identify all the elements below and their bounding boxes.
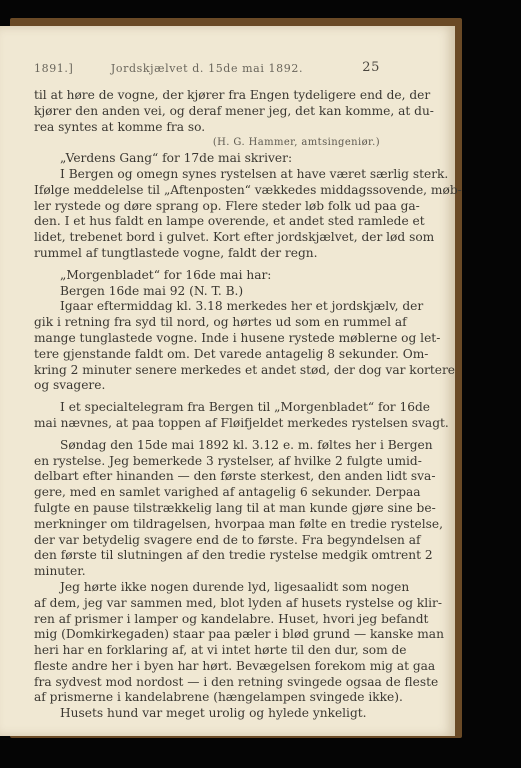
text-line: I et specialtelegram fra Bergen til „Morgenbladet“ for 16de <box>60 400 431 415</box>
text-line: fulgte en pause tilstrækkelig lang til at man kunde gjøre sine be- <box>34 500 436 515</box>
text-line: gere, med en samlet varighed af antagelig 6 sekunder. Derpaa <box>34 485 421 500</box>
page-body-text <box>34 88 462 722</box>
text-line: mange tunglastede vogne. Inde i husene rystede møblerne og let- <box>34 330 441 345</box>
signature-line: (H. G. Hammer, amtsingeniør.) <box>212 137 380 149</box>
text-line: lidet, trebenet bord i gulvet. Kort efter jordskjælvet, der lød som <box>34 230 435 245</box>
text-line: mai nævnes, at paa toppen af Fløifjeldet merkedes rystelsen svagt. <box>34 415 449 430</box>
text-line: der var betydelig svagere end de to første. Fra begyndelsen af <box>34 532 421 547</box>
book-page <box>0 26 462 736</box>
header-running-title: Jordskjælvet d. 15de mai 1892. <box>110 62 304 75</box>
text-line: kjører den anden vei, og deraf mener jeg, det kan komme, at du- <box>34 103 434 118</box>
text-line: Igaar eftermiddag kl. 3.18 merkedes her et jordskjælv, der <box>60 299 424 314</box>
text-line: heri har en forklaring af, at vi intet hørte til den dur, som de <box>34 643 407 658</box>
text-line: delbart efter hinanden — den første sterkest, den anden lidt sva- <box>34 469 436 484</box>
text-line: af prismerne i kandelabrene (hængelampen svingede ikke). <box>34 690 403 705</box>
text-line: minuter. <box>34 564 86 579</box>
text-line: mig (Domkirkegaden) staar paa pæler i blød grund — kanske man <box>34 627 444 642</box>
text-line: den første til slutningen af den tredie rystelse medgik omtrent 2 <box>34 548 433 563</box>
text-line: Søndag den 15de mai 1892 kl. 3.12 e. m. føltes her i Bergen <box>60 437 433 452</box>
text-line: I Bergen og omegn synes rystelsen at have været særlig sterk. <box>60 166 449 181</box>
text-line: ler rystede og døre sprang op. Flere steder løb folk ud paa ga- <box>34 198 420 213</box>
text-line: af dem, jeg var sammen med, blot lyden af husets rystelse og klir- <box>34 595 443 610</box>
text-line: merkninger om tildragelsen, hvorpaa man følte en tredie rystelse, <box>34 516 443 531</box>
text-line: Ifølge meddelelse til „Aftenposten“ vækkedes middagssovende, møb- <box>34 182 462 197</box>
text-line: „Verdens Gang“ for 17de mai skriver: <box>60 151 293 166</box>
text-line: kring 2 minuter senere merkedes et andet stød, der dog var kortere <box>34 362 456 377</box>
text-line: rea syntes at komme fra so. <box>34 119 206 134</box>
running-header <box>34 62 380 78</box>
page-number: 25 <box>362 60 380 75</box>
text-line: tere gjenstande faldt om. Det varede antagelig 8 sekunder. Om- <box>34 346 429 361</box>
text-line: rummel af tungtlastede vogne, faldt der regn. <box>34 245 318 260</box>
header-year: 1891.] <box>34 62 74 75</box>
text-line: fleste andre her i byen har hørt. Bevægelsen forekom mig at gaa <box>34 658 436 673</box>
text-line: ren af prismer i lamper og kandelabre. Huset, hvori jeg befandt <box>34 611 429 626</box>
text-line: en rystelse. Jeg bemerkede 3 rystelser, af hvilke 2 fulgte umid- <box>34 453 422 468</box>
text-line: Husets hund var meget urolig og hylede ynkeligt. <box>60 706 367 721</box>
text-line: fra sydvest mod nordost — i den retning svingede ogsaa de fleste <box>34 674 439 689</box>
text-line: den. I et hus faldt en lampe overende, et andet sted ramlede et <box>34 214 425 229</box>
text-line: og svagere. <box>34 378 106 393</box>
text-line: „Morgenbladet“ for 16de mai har: <box>60 267 272 282</box>
text-line: Jeg hørte ikke nogen durende lyd, ligesaalidt som nogen <box>60 579 410 594</box>
text-line: gik i retning fra syd til nord, og hørtes ud som en rummel af <box>34 315 407 330</box>
text-line: til at høre de vogne, der kjører fra Engen tydeligere end de, der <box>34 88 431 102</box>
text-line: Bergen 16de mai 92 (N. T. B.) <box>60 283 244 298</box>
